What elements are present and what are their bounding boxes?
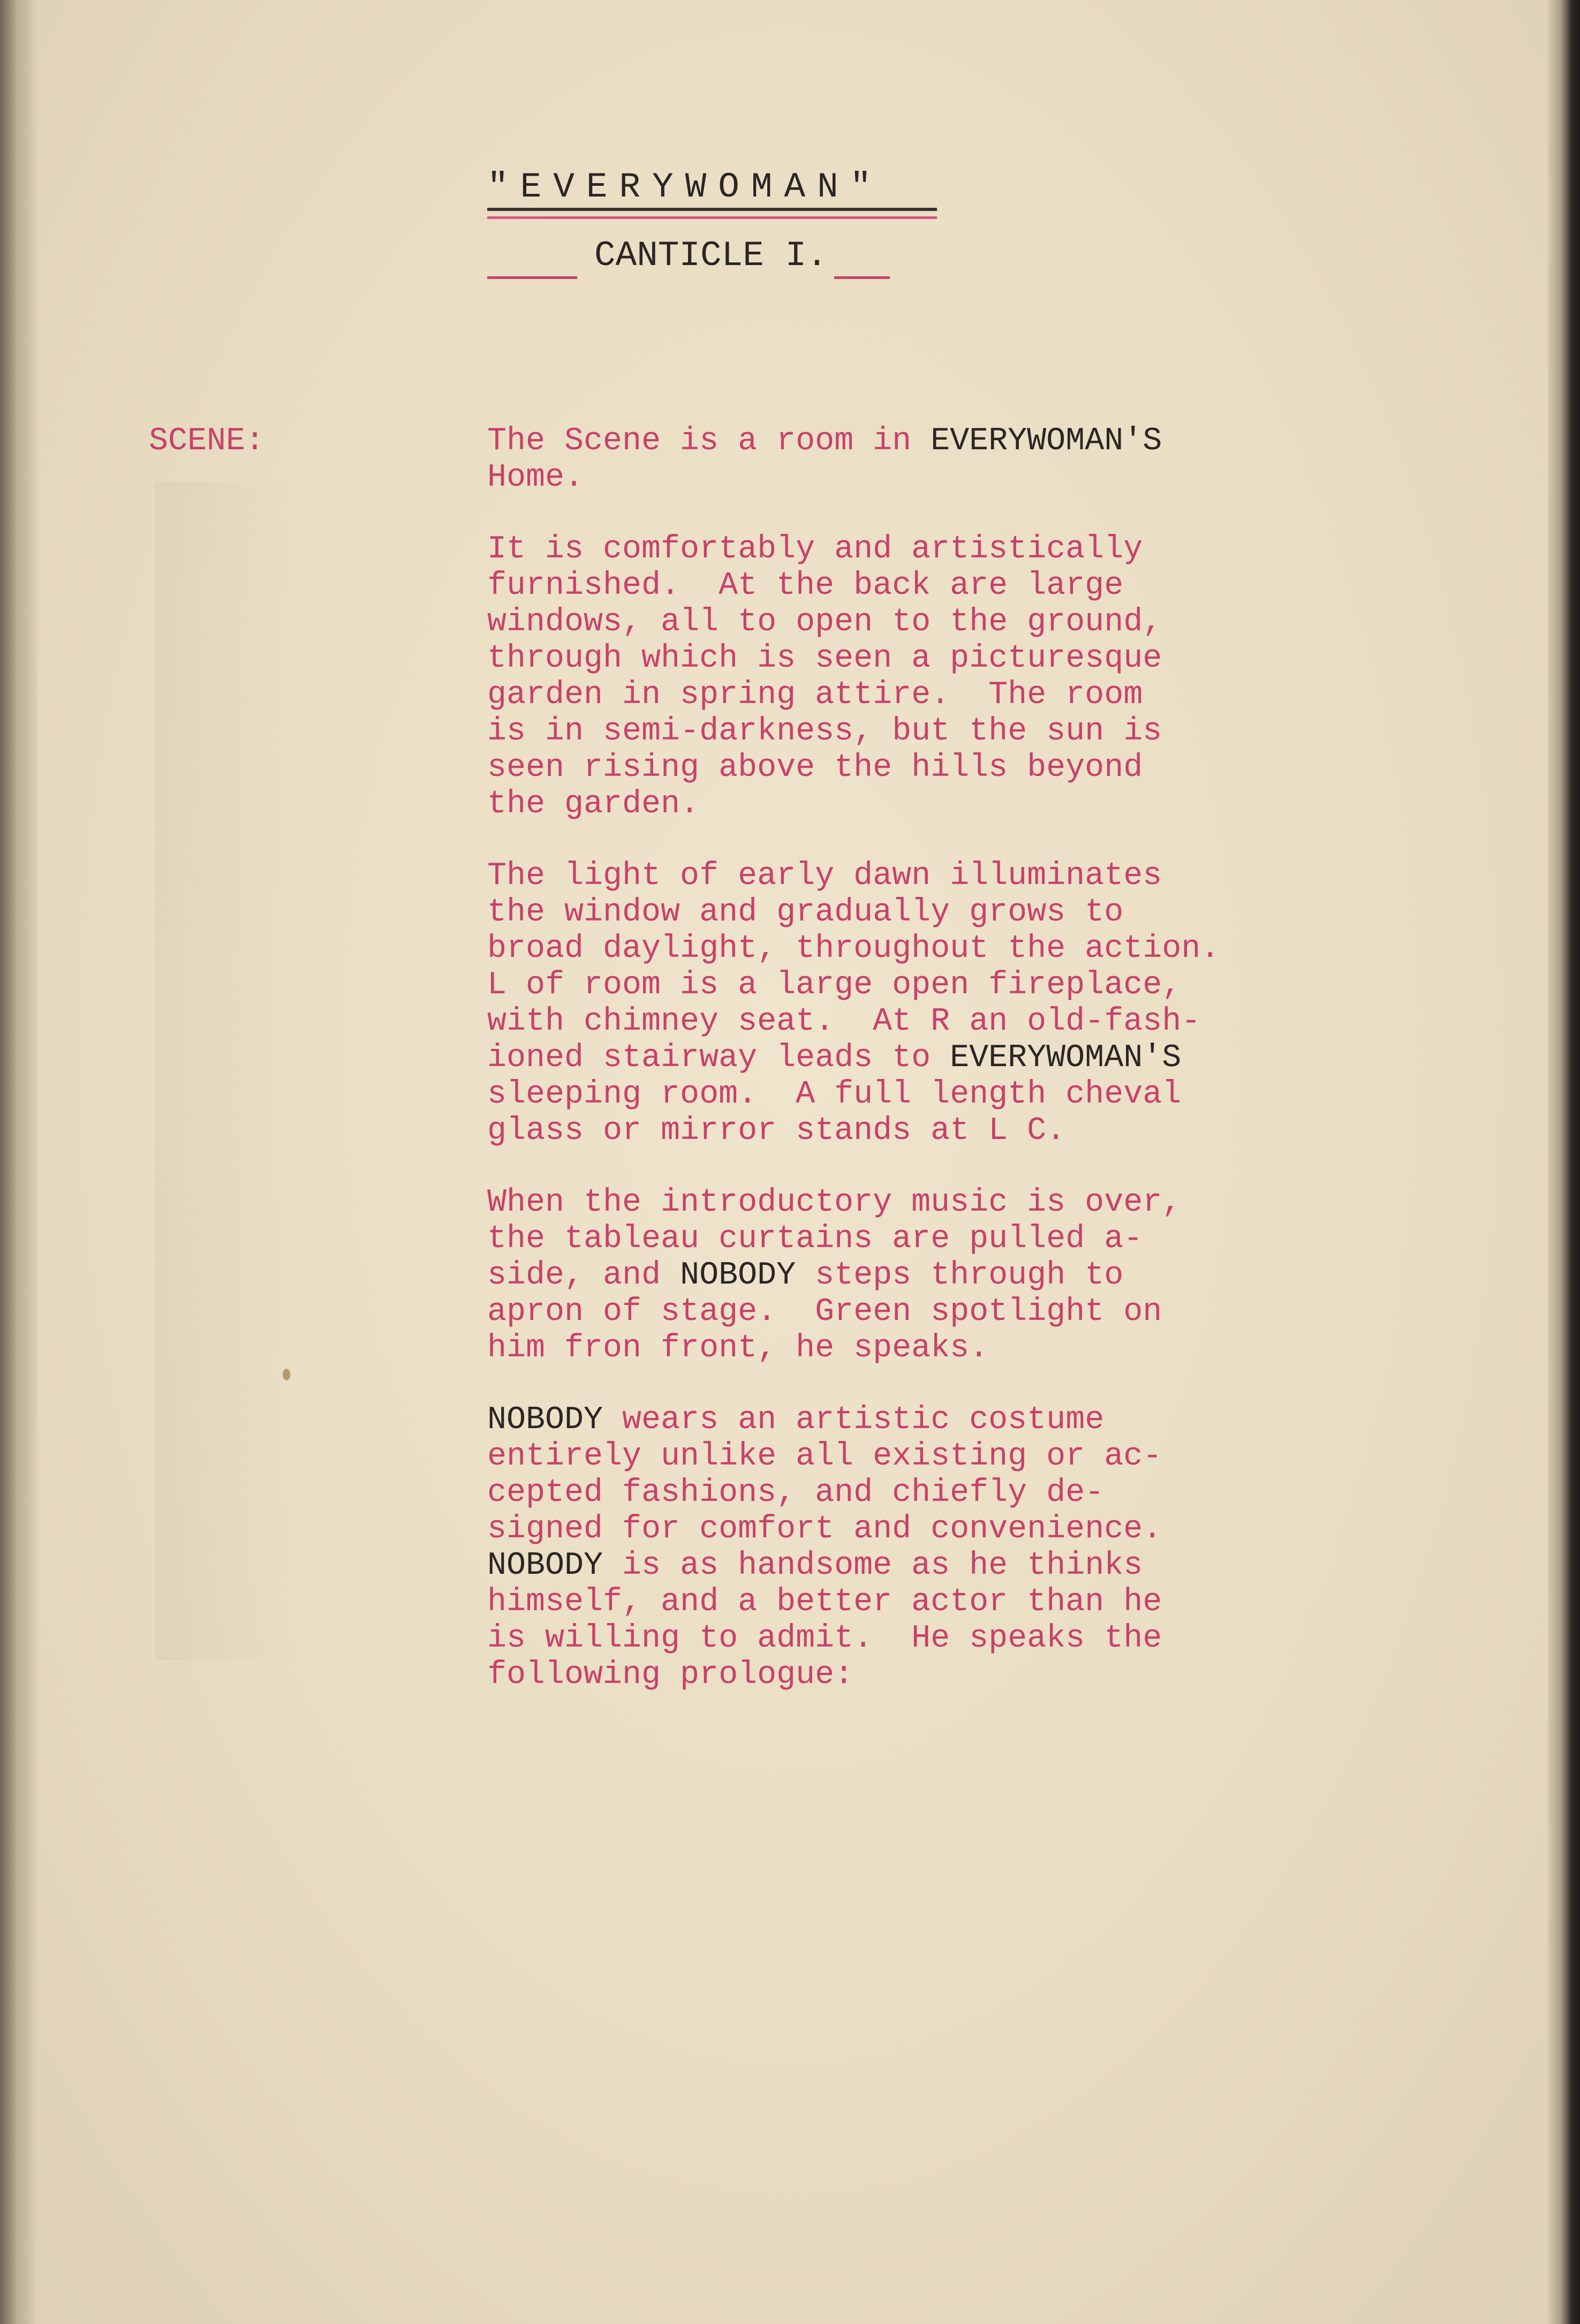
text-line xyxy=(487,604,1322,640)
character-name: NOBODY xyxy=(487,1548,603,1584)
text-line xyxy=(487,894,1322,931)
ink-bleed-through xyxy=(155,482,294,1660)
text-line xyxy=(487,1548,1322,1584)
text-run: garden in spring attire. The room xyxy=(487,677,1143,713)
scene-paragraph xyxy=(487,858,1322,1149)
text-run: ioned stairway leads to xyxy=(487,1040,950,1076)
text-line xyxy=(487,1003,1322,1040)
text-run: him fron front, he speaks. xyxy=(487,1330,989,1367)
text-run: entirely unlike all existing or ac- xyxy=(487,1438,1162,1475)
text-line xyxy=(487,858,1322,894)
scene-paragraph xyxy=(487,531,1322,823)
text-run: cepted fashions, and chiefly de- xyxy=(487,1475,1105,1511)
text-line xyxy=(487,713,1322,750)
scene-description xyxy=(487,423,1322,1729)
text-run: is as handsome as he thinks xyxy=(603,1548,1143,1584)
text-run: The light of early dawn illuminates xyxy=(487,858,1162,894)
text-run: the window and gradually grows to xyxy=(487,894,1124,931)
page-gutter-shadow xyxy=(0,0,37,2324)
text-run: side, and xyxy=(487,1257,681,1294)
text-run: apron of stage. Green spotlight on xyxy=(487,1294,1162,1330)
text-run: is in semi-darkness, but the sun is xyxy=(487,713,1162,750)
text-run: When the introductory music is over, xyxy=(487,1184,1182,1221)
text-line xyxy=(487,1657,1322,1693)
text-line xyxy=(487,1475,1322,1511)
text-run: the garden. xyxy=(487,786,700,823)
text-run: signed for comfort and convenience. xyxy=(487,1511,1162,1548)
scene-paragraph xyxy=(487,1402,1322,1693)
document-title: "EVERYWOMAN" xyxy=(487,167,883,207)
text-line xyxy=(487,677,1322,713)
text-run: broad daylight, throughout the action. xyxy=(487,931,1220,967)
text-line xyxy=(487,459,1322,496)
text-run: glass or mirror stands at L C. xyxy=(487,1113,1066,1149)
text-run: wears an artistic costume xyxy=(603,1402,1105,1438)
scene-label: SCENE: xyxy=(149,423,265,459)
title-underline-black xyxy=(487,208,937,211)
scene-paragraph xyxy=(487,423,1322,496)
text-line xyxy=(487,423,1322,459)
text-run: with chimney seat. At R an old-fash- xyxy=(487,1003,1201,1040)
text-run: L of room is a large open fireplace, xyxy=(487,967,1182,1003)
text-line xyxy=(487,1511,1322,1548)
text-line xyxy=(487,1184,1322,1221)
text-run: the tableau curtains are pulled a- xyxy=(487,1221,1143,1257)
title-underline-red xyxy=(487,216,937,219)
text-run: following prologue: xyxy=(487,1657,854,1693)
text-run: himself, and a better actor than he xyxy=(487,1584,1162,1620)
text-line xyxy=(487,1438,1322,1475)
text-run: It is comfortably and artistically xyxy=(487,531,1143,568)
paper-speck xyxy=(283,1369,290,1380)
text-line xyxy=(487,1076,1322,1113)
text-line xyxy=(487,931,1322,967)
text-line xyxy=(487,1113,1322,1149)
text-run: windows, all to open to the ground, xyxy=(487,604,1162,640)
text-line xyxy=(487,568,1322,604)
text-run: The Scene is a room in xyxy=(487,423,931,459)
character-name: EVERYWOMAN'S xyxy=(931,423,1162,459)
canticle-rule-left xyxy=(487,276,577,279)
character-name: NOBODY xyxy=(680,1257,796,1294)
text-line xyxy=(487,1620,1322,1657)
text-line xyxy=(487,1330,1322,1367)
text-line xyxy=(487,1257,1322,1294)
canticle-heading xyxy=(487,236,937,284)
scene-paragraph xyxy=(487,1184,1322,1367)
text-line xyxy=(487,1221,1322,1257)
text-line xyxy=(487,967,1322,1003)
canticle-title: CANTICLE I. xyxy=(594,236,828,276)
character-name: NOBODY xyxy=(487,1402,603,1438)
text-line xyxy=(487,1040,1322,1076)
text-line xyxy=(487,531,1322,568)
text-line xyxy=(487,1294,1322,1330)
text-line xyxy=(487,750,1322,786)
text-run: Home. xyxy=(487,459,584,496)
text-run: furnished. At the back are large xyxy=(487,568,1124,604)
text-run: through which is seen a picturesque xyxy=(487,640,1162,677)
text-run: is willing to admit. He speaks the xyxy=(487,1620,1162,1657)
canticle-rule-right xyxy=(834,276,890,279)
text-run: seen rising above the hills beyond xyxy=(487,750,1143,786)
text-line xyxy=(487,786,1322,823)
page-fore-edge xyxy=(1548,0,1580,2324)
text-run: sleeping room. A full length cheval xyxy=(487,1076,1182,1113)
character-name: EVERYWOMAN'S xyxy=(950,1040,1182,1076)
text-line xyxy=(487,1584,1322,1620)
text-line xyxy=(487,640,1322,677)
text-run: steps through to xyxy=(796,1257,1124,1294)
text-line xyxy=(487,1402,1322,1438)
